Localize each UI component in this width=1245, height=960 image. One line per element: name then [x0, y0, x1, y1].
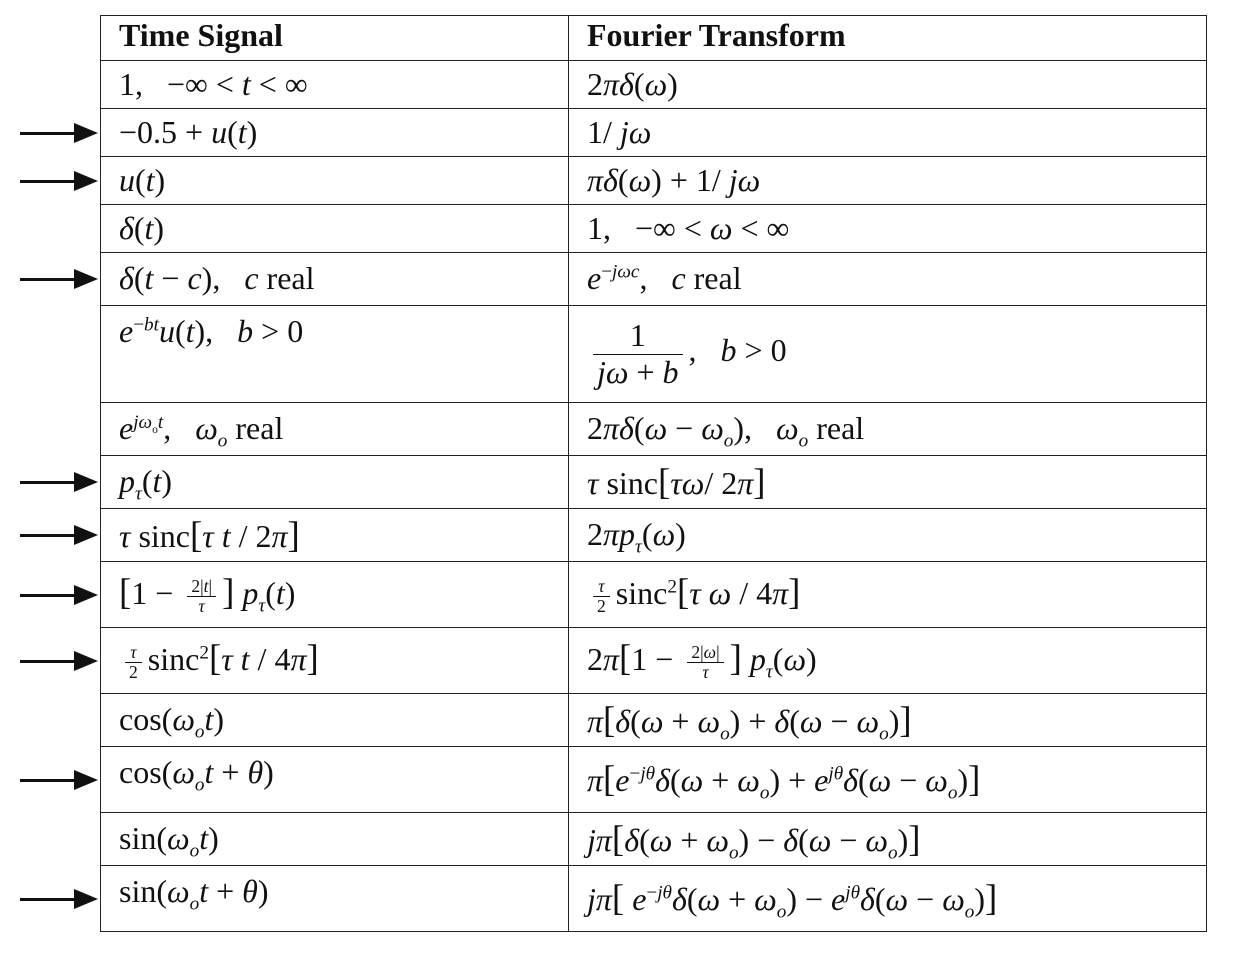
- transform-cell: 1, −∞ < ω < ∞: [569, 205, 1207, 253]
- transform-cell: 2πδ(ω): [569, 61, 1207, 109]
- transform-cell: $\pi[e^{-j\theta}\delta(\omega + \omega_o) + e^{j\theta}\delta(\omega - \omega_o)]$: [569, 747, 1207, 813]
- table-row: [101, 205, 1207, 253]
- time-signal-cell: τ sinc[τ t / 2π]: [101, 509, 569, 562]
- time-signal-cell: $\sin(\omega_ot)$: [101, 813, 569, 866]
- table-row: [101, 866, 1207, 932]
- table-row: [101, 306, 1207, 403]
- right-arrow-icon: [20, 269, 98, 289]
- time-signal-cell: $e^{-bt}u(t)$, b > 0: [101, 306, 569, 403]
- time-signal-cell: $p_\tau(t)$: [101, 456, 569, 509]
- transform-cell: $2\pi p_\tau(\omega)$: [569, 509, 1207, 562]
- transform-cell: $e^{-j\omega c}$, c real: [569, 253, 1207, 306]
- right-arrow-icon: [20, 651, 98, 671]
- time-signal-header: Time Signal: [101, 16, 569, 61]
- transform-cell: πδ(ω) + 1/ jω: [569, 157, 1207, 205]
- right-arrow-icon: [20, 171, 98, 191]
- time-signal-cell: δ(t − c), c real: [101, 253, 569, 306]
- transform-cell: 2π[1 − $\frac{2|\omega|}{\tau}$ ] $p_\tau(\omega)$: [569, 628, 1207, 694]
- right-arrow-icon: [20, 472, 98, 492]
- right-arrow-icon: [20, 770, 98, 790]
- right-arrow-icon: [20, 123, 98, 143]
- header-row: [101, 16, 1207, 61]
- table-row: [101, 628, 1207, 694]
- transform-cell: $\pi[\delta(\omega + \omega_o) + \delta(\omega - \omega_o)]$: [569, 694, 1207, 747]
- time-signal-cell: δ(t): [101, 205, 569, 253]
- time-signal-cell: [1 − $\frac{2|t|}{\tau}$ ] $p_\tau(t)$: [101, 562, 569, 628]
- time-signal-cell: $e^{j\omega_ot}$, $\omega_o$ real: [101, 403, 569, 456]
- table-row: [101, 509, 1207, 562]
- right-arrow-icon: [20, 889, 98, 909]
- time-signal-cell: 1, −∞ < t < ∞: [101, 61, 569, 109]
- transform-cell: τ sinc[τω/ 2π]: [569, 456, 1207, 509]
- table-row: [101, 747, 1207, 813]
- time-signal-cell: $\frac{\tau}{2}$ sinc$^2$[τ t / 4π]: [101, 628, 569, 694]
- transform-cell: 1/ jω: [569, 109, 1207, 157]
- transform-cell: $j\pi[\delta(\omega + \omega_o) - \delta(\omega - \omega_o)]$: [569, 813, 1207, 866]
- transform-pairs-table: [100, 15, 1207, 932]
- transform-cell: $2\pi\delta(\omega - \omega_o)$, $\omega_o$ real: [569, 403, 1207, 456]
- table-row: [101, 109, 1207, 157]
- transform-cell: $\frac{1}{j\omega + b}$ , b > 0: [569, 306, 1207, 403]
- table-row: [101, 61, 1207, 109]
- right-arrow-icon: [20, 585, 98, 605]
- table-row: [101, 403, 1207, 456]
- time-signal-cell: $\cos(\omega_ot + \theta)$: [101, 747, 569, 813]
- table-row: [101, 456, 1207, 509]
- table-row: [101, 253, 1207, 306]
- table-row: [101, 694, 1207, 747]
- transform-cell: $\frac{\tau}{2}$ sinc$^2$[τ ω / 4π]: [569, 562, 1207, 628]
- time-signal-cell: u(t): [101, 157, 569, 205]
- time-signal-cell: $\sin(\omega_ot + \theta)$: [101, 866, 569, 932]
- right-arrow-icon: [20, 525, 98, 545]
- time-signal-cell: −0.5 + u(t): [101, 109, 569, 157]
- table-row: [101, 157, 1207, 205]
- fourier-transform-table: [100, 15, 1206, 932]
- table-row: [101, 562, 1207, 628]
- transform-cell: jπ[ $e^{-j\theta}\delta(\omega + \omega_o) - e^{j\theta}\delta(\omega - \omega_o)$]: [569, 866, 1207, 932]
- fourier-transform-header: Fourier Transform: [569, 16, 1207, 61]
- table-row: [101, 813, 1207, 866]
- time-signal-cell: $\cos(\omega_ot)$: [101, 694, 569, 747]
